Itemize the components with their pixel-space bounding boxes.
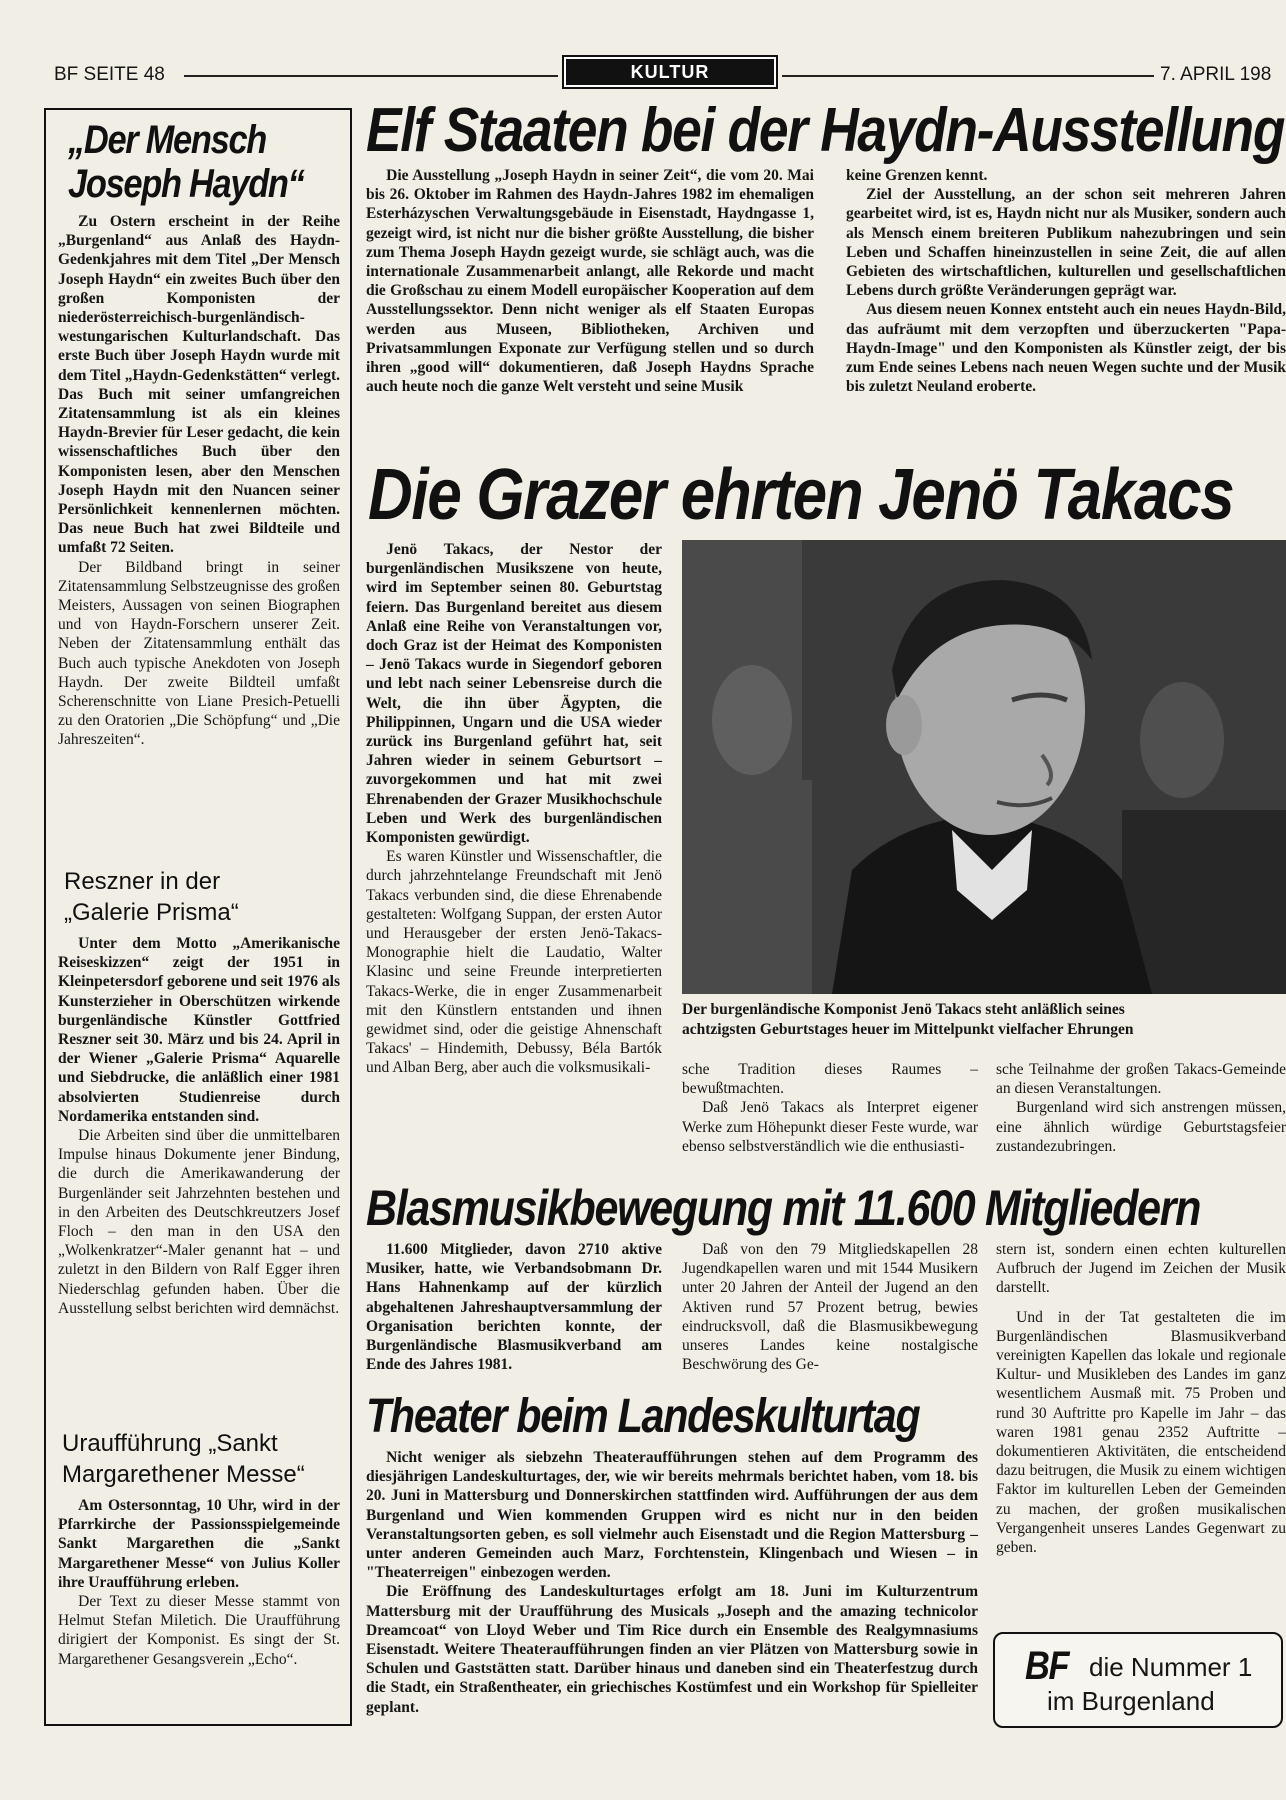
reszner-para2: Die Arbeiten sind über die unmittelbaren Impulse hinaus Dokumente jener Bindung, die durch die Amerikawanderung der Burgenländer seit Jahrzehnten bestehen und in den Arbeiten des Deutschkreutzers Josef Floch – den man in den USA den „Wolkenkratzer“-Maler genannt hat – und zuletzt in den Bildern von Ralf Egger ihren Niederschlag gefunden haben. Über die Ausstellung selbst berichten wird demnächst. [58,1127,340,1317]
theater-article [366,1448,978,1717]
haydn-col2-p1: keine Grenzen kennt. [846,167,988,184]
haydn-headline: Elf Staaten bei der Haydn-Ausstellung [366,98,1285,164]
takacs-c2-p2: Daß Jenö Takacs als Interpret eigener Werke zum Höhepunkt dieser Feste wurde, war ebenso selbstverständlich wie die enthusiasti- [682,1099,978,1155]
takacs-photo-caption-line2: achtzigsten Geburtstages heuer im Mittelpunkt vielfacher Ehrungen [682,1021,1134,1038]
takacs-p1: Jenö Takacs, der Nestor der burgenländischen Musikszene von heute, wird im September seinen 80. Geburtstag feiern. Das Burgenland bereitet aus diesem Anlaß eine Reihe von Veranstaltungen vor, doch Graz ist der Heimat des Komponisten – Jenö Takacs wurde in Siegendorf geboren und lebt nach seiner Lebensreise durch die Welt, die ihn über Ägypten, die Philippinnen, Ungarn und die USA wieder zurück ins Burgenland geführt hat, seit Jahren wieder in seinem Geburtsort – zuvorgekommen und hat mit zwei Ehrenabenden der Grazer Musikhochschule Leben und Werk des burgenländischen Komponisten gewürdigt. [366,541,662,847]
blasmusik-col3-p2: Und in der Tat gestalteten die im Burgenländischen Blasmusikverband vereinigten Kapellen das lokale und regionale Kultur- und Musikleben des Landes im ganz wesentlichem Ausmaß mit. 75 Proben und rund 30 Auftritte pro Kapelle im Jahr – das waren 1981 genau 2352 Auftritte – dokumentieren Aktivitäten, die entscheidend dazu beitrugen, die Musik zu einem wichtigen Faktor im kulturellen Leben der Gemeinden zu machen, der großen musikalischen Vergangenheit unseres Landes Gegenwart zu geben. [996,1308,1286,1557]
reszner-article [58,866,340,1318]
messe-para2: Der Text zu dieser Messe stammt von Helmut Stefan Miletich. Die Uraufführung dirigiert der Komponist. Es singt der St. Margarethener Gesangsverein „Echo“. [58,1593,340,1668]
takacs-c3-p2: Burgenland wird sich anstrengen müssen, eine ähnlich würdige Geburtstagsfeier zustandezubringen. [996,1099,1286,1155]
haydn-col2-p2: Ziel der Ausstellung, an der schon seit mehreren Jahren gearbeitet wird, ist es, Haydn nicht nur als Musiker, sondern auch als Mensch einem breiteren Publikum nahezubringen und sein Leben und Schaffen hineinzustellen in seine Zeit, die auf allen Gebieten des wirtschaftlichen, kulturellen und gesellschaftlichen Lebens durch größte Veränderungen geprägt war. [846,186,1286,300]
haydn-book-title-line2: Joseph Haydn“ [68,162,304,206]
header-rule-left [184,75,558,77]
blasmusik-col1: 11.600 Mitglieder, davon 2710 aktive Musiker, hatte, wie Verbandsobmann Dr. Hans Hahnenkamp auf der kürzlich abgehaltenen Jahreshauptversammlung der Organisation berichten konnte, der Burgenländische Blasmusikverband am Ende des Jahres 1981. [366,1241,662,1374]
theater-p1: Nicht weniger als siebzehn Theateraufführungen stehen auf dem Programm des diesjährigen Landeskulturtages, der, wie wir bereits mehrmals berichtet haben, vom 18. bis 20. Juni in Mattersburg und Donnerskirchen stattfinden wird. Aufführungen der aus dem Burgenland und Wien kommenden Gruppen wird es nicht nur in den beiden Veranstaltungsorten geben, es soll vielmehr auch Eisenstadt und die Region Mattersburg – unter anderen Gemeinden auch Marz, Forchtenstein, Klingenbach und Wiesen – in "Theaterreigen" einbezogen werden. [366,1449,978,1582]
reszner-title-line2: „Galerie Prisma“ [64,899,239,926]
bf-ad-box [993,1632,1283,1728]
bf-logo: BF [1025,1644,1069,1688]
haydn-col1: Die Ausstellung „Joseph Haydn in seiner Zeit“, die vom 20. Mai bis 26. Oktober im Rahmen des Haydn-Jahres 1982 im ehemaligen Esterházyschen Verwaltungsgebäude in Eisenstadt, Haydngasse 1, gezeigt wird, ist nicht nur die bisher größte Ausstellung, die bisher zum Thema Joseph Haydn gezeigt wurde, sie schlägt auch, was die internationale Zusammenarbeit anlangt, alle Rekorde und macht die Großschau zu einem Modell europäischer Kooperation auf dem Ausstellungssektor. Denn nicht weniger als elf Staaten Europas werden aus Museen, Bibliotheken, Archiven und Privatsammlungen Exponate zur Verfügung stellen und so durch ihren „good will“ dokumentieren, daß Joseph Haydns Sprache auch heute noch die ganze Welt versteht und seine Musik [366,167,814,396]
haydn-headline-wrap [366,98,1286,164]
header-rule-right [782,75,1154,77]
issue-date: 7. APRIL 198 [1160,64,1272,85]
theater-p2: Die Eröffnung des Landeskulturtages erfolgt am 18. Juni im Kulturzentrum Mattersburg mit der Uraufführung des Musicals „Joseph and the amazing technicolor Dreamcoat“ von Lloyd Weber und Tim Rice durch ein Ensemble des Realgymnasiums Eisenstadt. Weitere Theateraufführungen finden an vier Plätzen von Mattersburg sowie in Schulen und Gaststätten statt. Darüber hinaus und daneben sind ein Theaterfestzug durch die Stadt, ein Straßentheater, ein griechisches Kostümfest und ein Workshop für Spielleiter geplant. [366,1583,978,1716]
takacs-p2: Es waren Künstler und Wissenschaftler, die durch jahrzehntelange Freundschaft mit Jenö Takacs verbunden sind, die diese Ehrenabende gestalteten: Wolfgang Suppan, der ersten Autor und Herausgeber der ersten Jenö-Takacs-Monographie hielt die Laudatio, Walter Klasinc und seine Freunde interpretierten Takacs-Werke, die in enger Zusammenarbeit mit den Künstlern entstanden und ihnen gewidmet sind, oder die geistige Ahnenschaft Takacs' – Hindemith, Debussy, Béla Bartók und Alban Berg, aber auch die volksmusikali- [366,848,662,1077]
takacs-headline-wrap [368,456,1286,536]
blasmusik-col2: Daß von den 79 Mitgliedskapellen 28 Jugendkapellen waren und mit 1544 Musikern unter 20 Jahren der Anteil der Jugend an den Aktiven rund 57 Prozent betrug, bewies eindrucksvoll, daß die Blasmusikbewegung unseres Landes keine nostalgische Beschwörung des Ge- [682,1241,978,1374]
takacs-c3-p1: sche Teilnahme der großen Takacs-Gemeinde an diesen Veranstaltungen. [996,1061,1286,1098]
page-number: BF SEITE 48 [54,64,165,85]
messe-title-line2: Margarethener Messe“ [62,1461,305,1488]
takacs-c2-p1: sche Tradition dieses Raumes – bewußtmachten. [682,1061,978,1098]
reszner-para1: Unter dem Motto „Amerikanische Reiseskizzen“ zeigt der 1951 in Kleinpetersdorf geborene und seit 1976 als Kunsterzieher in Oberschützen wirkende burgenländische Künstler Gottfried Reszner seit 30. März und bis 24. April in der Wiener „Galerie Prisma“ Aquarelle und Siebdrucke, die anläßlich einer 1981 absolvierten Studienreise durch Nordamerika entstanden sind. [58,935,340,1125]
ad-line1: die Nummer 1 [1089,1652,1253,1682]
blasmusik-headline-wrap [366,1180,1286,1236]
section-label-box [562,55,778,89]
haydn-book-article [58,118,340,750]
section-label: KULTUR [566,59,774,85]
takacs-col1 [366,540,662,1078]
haydn-book-title-line1: „Der Mensch [68,118,267,162]
blasmusik-col3-p1: stern ist, sondern einen echten kulturellen Aufbruch der Jugend im Zeichen der Musik darstellt. [996,1241,1286,1297]
blasmusik-headline: Blasmusikbewegung mit 11.600 Mitgliedern [366,1180,1201,1236]
messe-article [58,1428,340,1669]
theater-headline: Theater beim Landeskulturtag [366,1390,920,1443]
takacs-portrait-image [682,540,1286,994]
blasmusik-col3 [996,1240,1286,1557]
takacs-col2 [682,1060,978,1156]
messe-para1: Am Ostersonntag, 10 Uhr, wird in der Pfarrkirche der Passionsspielgemeinde Sankt Margarethen die „Sankt Margarethener Messe“ von Julius Koller ihre Uraufführung erleben. [58,1497,340,1591]
messe-title-line1: Uraufführung „Sankt [62,1430,278,1457]
takacs-photo-caption-line1: Der burgenländische Komponist Jenö Takacs steht anläßlich seines [682,1001,1125,1018]
ad-line2: im Burgenland [1047,1686,1215,1716]
haydn-book-para2: Der Bildband bringt in seiner Zitatensammlung Selbstzeugnisse des großen Meisters, Aussagen von seinen Biographen und von Haydn-Forschern unserer Zeit. Neben der Zitatensammlung enthält das Buch auch typische Anekdoten von Joseph Haydn. Der zweite Bildteil umfaßt Scherenschnitte von Liane Presich-Petuelli zu den Oratorien „Die Schöpfung“ und „Die Jahreszeiten“. [58,558,340,749]
haydn-book-para1: Zu Ostern erscheint in der Reihe „Burgenland“ aus Anlaß des Haydn-Gedenkjahres mit dem Titel „Der Mensch Joseph Haydn“ ein zweites Buch über den großen Komponisten der niederösterreichisch-burgenländisch-westungarischen Kulturlandschaft. Das erste Buch über Joseph Haydn wurde mit dem Titel „Haydn-Gedenkstätten“ verlegt. Das Buch mit seiner umfangreichen Zitatensammlung ist als ein kleines Haydn-Brevier für Leser gedacht, die kein wissenschaftliches Buch über den Komponisten lesen, aber den Menschen Joseph Haydn mit den Nuancen seiner Persönlichkeit kennenlernen möchten. Das neue Buch hat zwei Bildteile und umfaßt 72 Seiten. [58,213,340,557]
haydn-col2 [846,166,1286,396]
takacs-headline: Die Grazer ehrten Jenö Takacs [368,456,1234,535]
reszner-title-line1: Reszner in der [64,868,221,895]
haydn-col2-p3: Aus diesem neuen Konnex entsteht auch ein neues Haydn-Bild, das aufräumt mit dem verzopften und überzuckerten "Papa-Haydn-Image" und den Komponisten als Künstler zeigt, der bis zum Ende seines Lebens nach neuen Wegen suchte und der Musik bis zuletzt Neuland eroberte. [846,301,1286,396]
takacs-col3 [996,1060,1286,1156]
takacs-photo [682,540,1286,994]
theater-headline-wrap [366,1390,976,1444]
